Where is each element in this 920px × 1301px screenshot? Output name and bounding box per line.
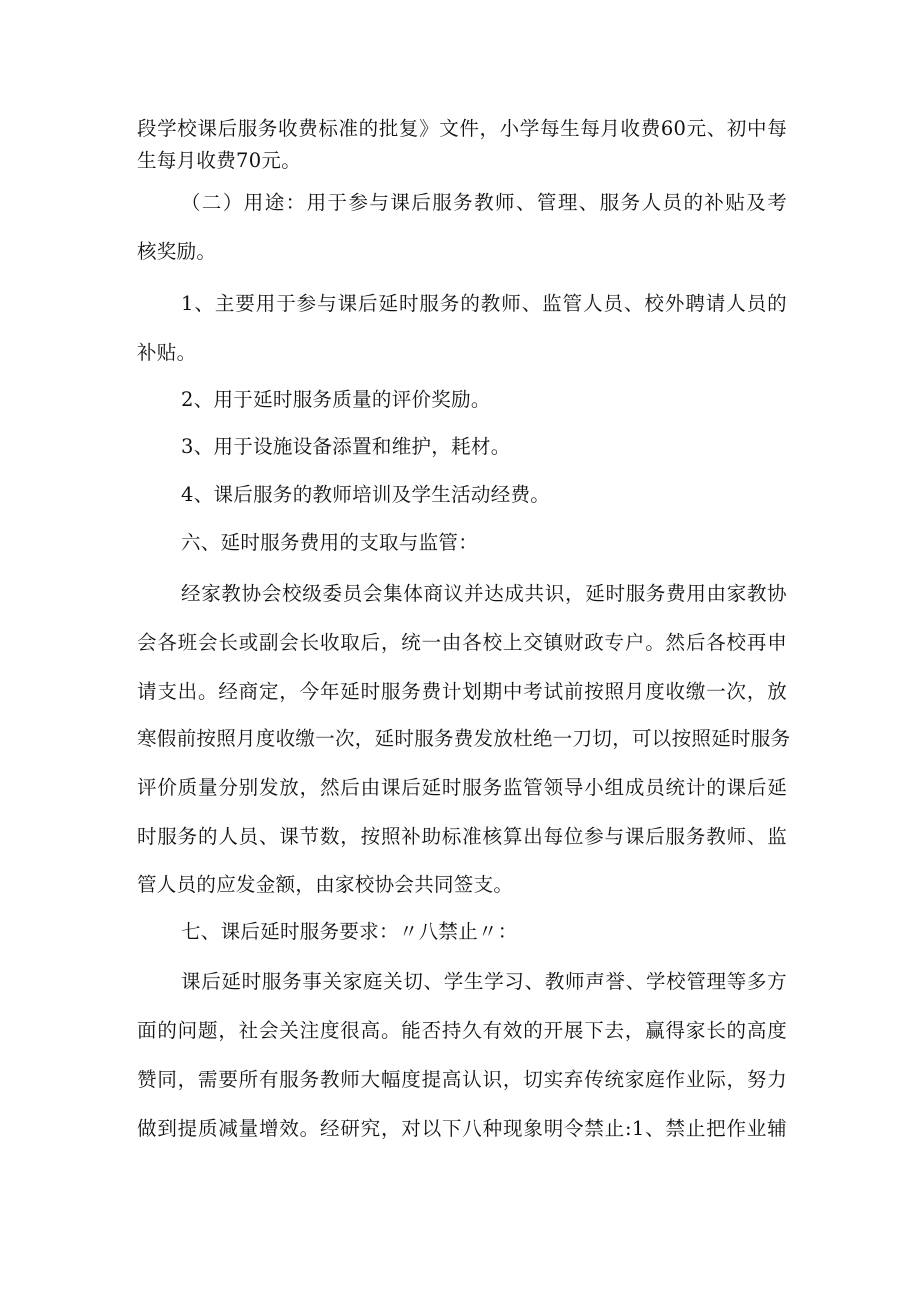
text-line: 段学校课后服务收费标准的批复》文件，小学每生每月收费60元、初中每 xyxy=(137,117,787,140)
text-line: 经家教协会校级委员会集体商议并达成共识，延时服务费用由家教协 xyxy=(181,582,787,605)
text-line: 2、用于延时服务质量的评价奖励。 xyxy=(181,388,491,411)
text-line: 会各班会长或副会长收取后，统一由各校上交镇财政专户。然后各校再申 xyxy=(137,631,787,654)
text-line: 生每月收费70元。 xyxy=(137,149,302,172)
text-line: 请支出。经商定，今年延时服务费计划期中考试前按照月度收缴一次，放 xyxy=(137,680,787,703)
section-heading: 七、课后延时服务要求：〃八禁止〃： xyxy=(181,920,518,943)
text-line: 1、主要用于参与课后延时服务的教师、监管人员、校外聘请人员的 xyxy=(181,292,787,315)
text-line: 补贴。 xyxy=(137,341,197,364)
text-line: 4、课后服务的教师培训及学生活动经费。 xyxy=(181,483,551,506)
text-line: 核奖励。 xyxy=(137,240,217,263)
text-line: 课后延时服务事关家庭关切、学生学习、教师声誉、学校管理等多方 xyxy=(181,970,787,993)
text-line: 管人员的应发金额，由家校协会共同签支。 xyxy=(137,873,514,896)
text-line: 寒假前按照月度收缴一次，延时服务费发放杜绝一刀切，可以按照延时服务 xyxy=(137,727,791,750)
text-line: 3、用于设施设备添置和维护，耗材。 xyxy=(181,435,511,458)
text-line: 面的问题，社会关注度很高。能否持久有效的开展下去，赢得家长的高度 xyxy=(137,1019,787,1042)
text-line: （二）用途：用于参与课后服务教师、管理、服务人员的补贴及考 xyxy=(181,191,787,214)
text-line: 做到提质减量增效。经研究，对以下八种现象明令禁止:1、禁止把作业辅 xyxy=(137,1117,787,1140)
text-line: 赞同，需要所有服务教师大幅度提高认识，切实弃传统家庭作业际，努力 xyxy=(137,1068,787,1091)
text-line: 时服务的人员、课节数，按照补助标准核算出每位参与课后服务教师、监 xyxy=(137,825,787,848)
section-heading: 六、延时服务费用的支取与监管： xyxy=(181,531,479,554)
text-line: 评价质量分别发放，然后由课后延时服务监管领导小组成员统计的课后延 xyxy=(137,776,787,799)
